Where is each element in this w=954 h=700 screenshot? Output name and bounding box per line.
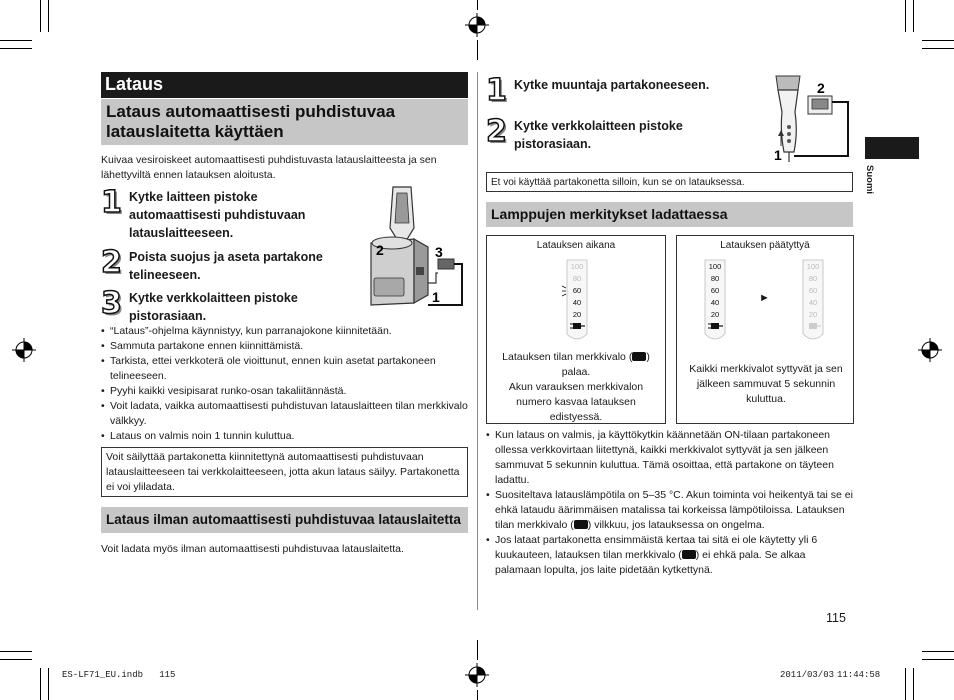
right-step-text-2: Kytke verkkolaitteen pistoke pistorasiaan. [514, 119, 683, 151]
right-step-number-1: 1 [486, 73, 507, 108]
list-item [486, 488, 854, 533]
arrow-right-icon: ► [759, 292, 770, 304]
step-number-2: 2 [101, 245, 122, 280]
charging-panel [486, 235, 666, 424]
charging-text-post: ) palaa. [561, 351, 650, 378]
footer-time: 11:44:58 [837, 670, 881, 680]
bullet-text: ) vilkkuu, jos latauksessa on ongelma. [587, 519, 765, 531]
list-item [486, 533, 854, 578]
subsection-text: Voit ladata myös ilman automaattisesti puhdistuvaa latauslaitetta. [101, 543, 404, 555]
language-tab-label: Suomi [864, 165, 875, 195]
list-item: • Voit ladata, vaikka automaattisesti puhdistuvan latauslaitteen tilan merkkivalo välkkyy. [101, 399, 468, 429]
language-tab-marker [865, 137, 919, 159]
done-panel-title: Latauksen päätyttyä [720, 240, 810, 251]
figure-label-a: 2 [376, 242, 384, 258]
subsection-title: Lataus ilman automaattisesti puhdistuvaa latauslaitetta [101, 507, 468, 533]
charging-use-note: Et voi käyttää partakonetta silloin, kun se on latauksessa. [486, 172, 853, 192]
bullet-text: ) ei ehkä pala. Se alkaa palamaan lopulta, jos laite pidetään kytkettynä. [495, 549, 806, 576]
gauge-label: 40 [710, 298, 720, 307]
gauge-label: 60 [710, 286, 720, 295]
charging-text-pre: Latauksen tilan merkkivalo ( [502, 351, 633, 363]
battery-gauge-charging [561, 258, 593, 344]
gauge-label: 60 [572, 286, 582, 295]
registration-mark-icon [465, 13, 489, 37]
left-bullet-list [101, 324, 468, 444]
gauge-label: 20 [808, 310, 818, 319]
bullet-text: Jos lataat partakonetta ensimmäistä kertaa tai sitä ei ole käytetty yli 6 kuukauteen, latauksen tilan merkkivalo ( [495, 534, 818, 561]
footer-date: 2011/03/03 [780, 670, 835, 680]
plug-icon [682, 550, 696, 559]
step-number-3: 3 [101, 286, 122, 321]
step-text-2: Poista suojus ja aseta partakone telineeseen. [129, 250, 323, 282]
done-panel [676, 235, 854, 424]
gauge-label: 80 [808, 274, 818, 283]
cleaning-station-illustration [356, 183, 468, 313]
list-item: • Tarkista, ettei verkkoterä ole vioittunut, ennen kuin asetat partakoneen telineeseen. [101, 354, 468, 384]
list-item: • “Lataus”-ohjelma käynnistyy, kun parranajokone kiinnitetään. [101, 324, 468, 339]
gauge-label: 100 [570, 262, 584, 271]
right-bullet-list [486, 428, 854, 578]
right-step-number-2: 2 [486, 114, 507, 149]
plug-icon [632, 352, 646, 361]
bullet-text: Suositeltava latauslämpötila on 5–35 °C. Akun toiminta voi heikentyä tai se ei ehkä lataudu äärimmäisen matalissa tai korkeissa lämpötiloissa. Latauksen tilan merkkivalo ( [495, 489, 853, 531]
battery-gauge-off [797, 258, 829, 344]
storage-note: Voit säilyttää partakonetta kiinnitettynä automaattisesti puhdistuvaan latauslaitteeseen tai verkkolaitteeseen, jotta akun lataus säilyy. Partakonetta ei voi yliladata. [101, 447, 468, 497]
page-number: 115 [826, 611, 846, 625]
gauge-label: 60 [808, 286, 818, 295]
list-item: • Pyyhi kaikki vesipisarat runko-osan takaliitännästä. [101, 384, 468, 399]
right-figure-label-b: 1 [774, 147, 782, 163]
right-step-text-1: Kytke muuntaja partakoneeseen. [514, 78, 710, 92]
charging-panel-text [493, 350, 659, 425]
step-number-1: 1 [101, 185, 122, 220]
language-tab [862, 165, 876, 205]
charging-text-2: Akun varauksen merkkivalon numero kasvaa latauksen edistyessä. [508, 381, 644, 423]
step-text-3: Kytke verkkolaitteen pistoke pistorasiaan. [129, 291, 298, 323]
step-text-1: Kytke laitteen pistoke automaattisesti puhdistuvaan latauslaitteeseen. [129, 190, 306, 240]
plug-icon [574, 520, 588, 529]
gauge-label: 40 [572, 298, 582, 307]
gauge-label: 80 [572, 274, 582, 283]
gauge-label: 20 [572, 310, 582, 319]
charging-panel-title: Latauksen aikana [536, 240, 616, 251]
list-item: • Lataus on valmis noin 1 tunnin kuluttua. [101, 429, 468, 444]
shaver-adaptor-illustration [768, 72, 860, 164]
lamp-section-title: Lamppujen merkitykset ladattaessa [486, 202, 853, 227]
bullet-text: Kun lataus on valmis, ja käyttökytkin käännetään ON-tilaan partakoneen ollessa verkkovirtaan liitettynä, kaikki merkkivalot syttyvät ja sen jälkeen sammuvat 5 sekunnin kuluttua. Tämä osoittaa, että partakone on täyteen ladattu. [495, 429, 834, 486]
page-subtitle: Lataus automaattisesti puhdistuvaa latauslaitetta käyttäen [101, 99, 468, 145]
footer-file: ES-LF71_EU.indb 115 [62, 670, 176, 680]
gauge-label: 100 [708, 262, 722, 271]
battery-gauge-full [699, 258, 731, 344]
blink-icon [562, 286, 566, 296]
list-item [486, 428, 854, 488]
gauge-label: 100 [806, 262, 820, 271]
intro-text: Kuivaa vesiroiskeet automaattisesti puhdistuvasta latauslaitteesta ja sen lähettyviltä ennen latauksen aloitusta. [101, 154, 437, 181]
gauge-label: 20 [710, 310, 720, 319]
gauge-label: 40 [808, 298, 818, 307]
gauge-label: 80 [710, 274, 720, 283]
figure-label-b: 3 [435, 244, 443, 260]
list-item: • Sammuta partakone ennen kiinnittämistä. [101, 339, 468, 354]
section-title: Lataus [101, 72, 468, 98]
figure-label-c: 1 [432, 289, 440, 305]
done-panel-text: Kaikki merkkivalot syttyvät ja sen jälkeen sammuvat 5 sekunnin kuluttua. [689, 363, 843, 405]
right-figure-label-a: 2 [817, 80, 825, 96]
